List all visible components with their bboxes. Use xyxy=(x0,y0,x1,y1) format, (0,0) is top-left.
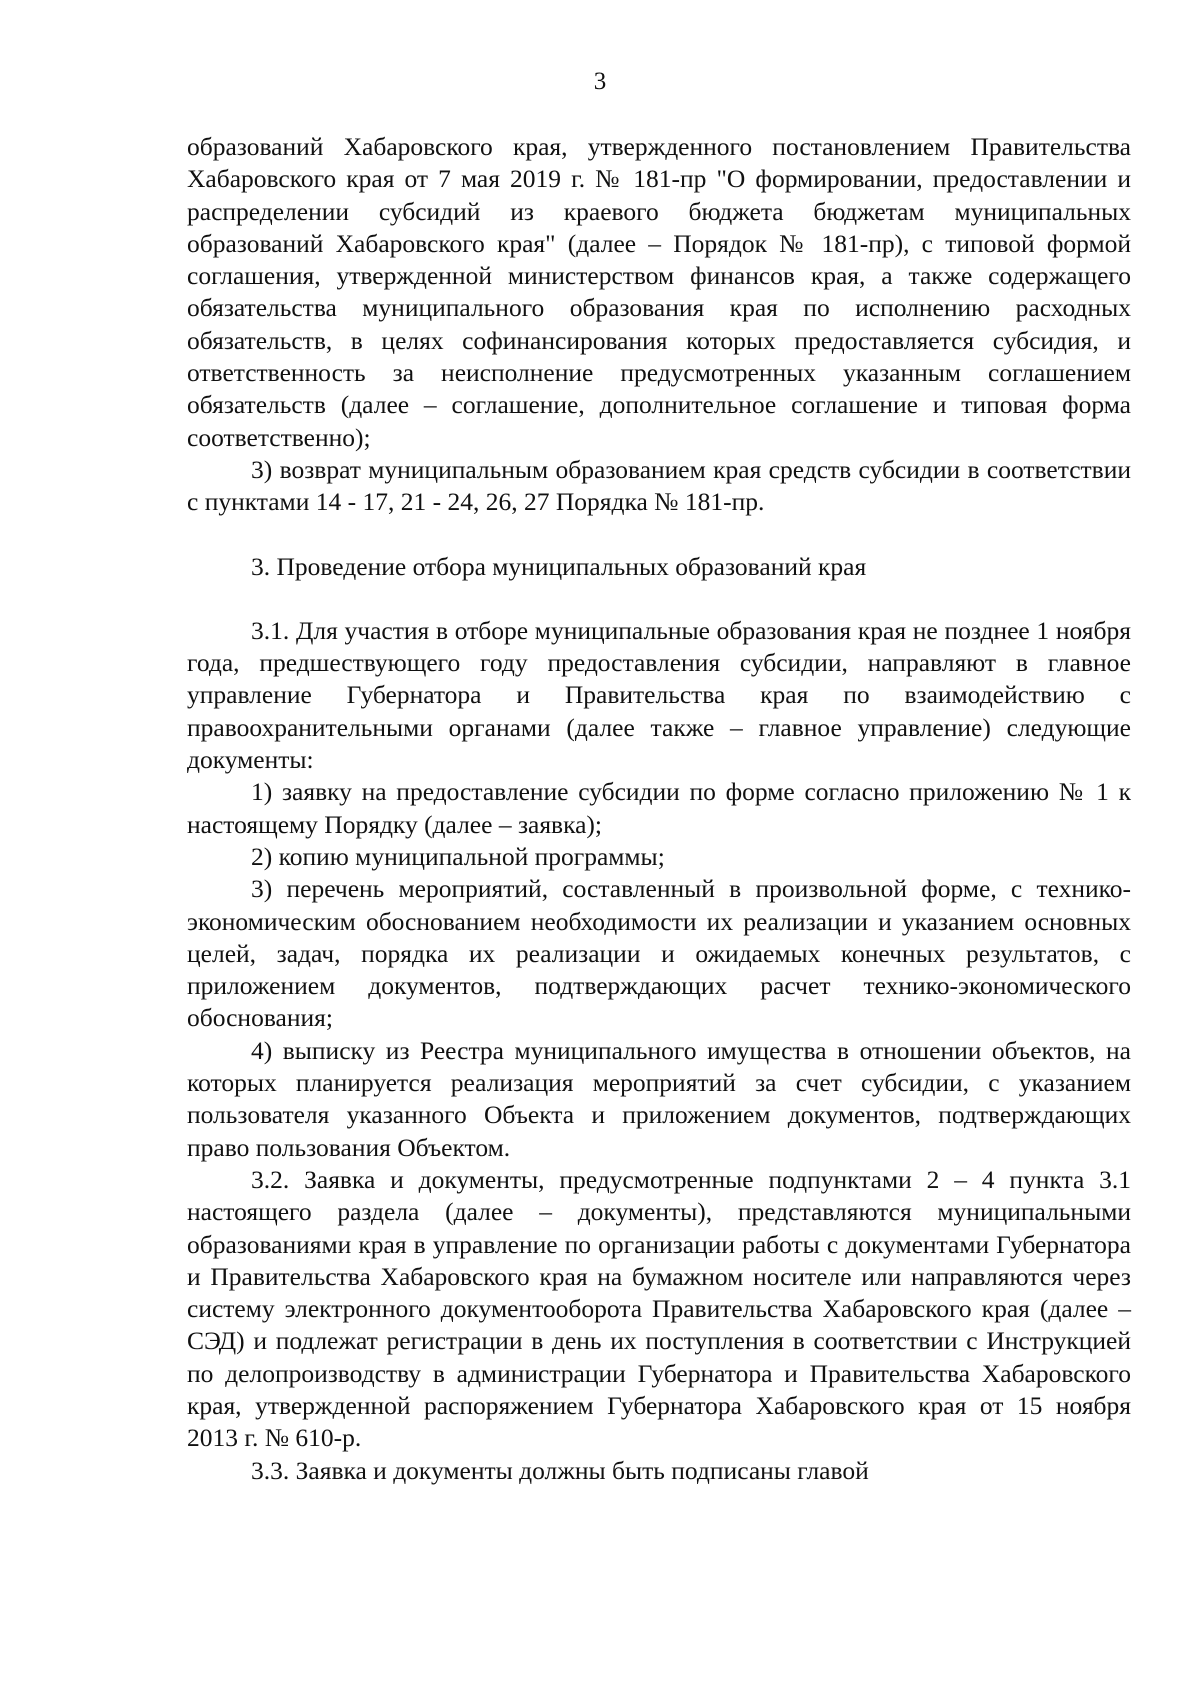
paragraph-item-3-refund: 3) возврат муниципальным образованием края средств субсидии в соответствии с пунктами 14 - 17, 21 - 24, 26, 27 Порядка № 181-пр. xyxy=(187,454,1131,517)
paragraph-3-3: 3.3. Заявка и документы должны быть подписаны главой xyxy=(251,1455,869,1485)
spacer xyxy=(187,583,1131,615)
paragraph-continuation: образований Хабаровского края, утвержденного постановлением Правительства Хабаровского края от 7 мая 2019 г. № 181-пр "О формировании, предоставлении и распределении субсидий из краевого бюджета бюджетам муниципальных образований Хабаровского края" (далее – Порядок № 181-пр), с типовой формой соглашения, утвержденной министерством финансов края, а также содержащего обязательства муниципального образования края по исполнению расходных обязательств, в целях софинансирования которых предоставляется субсидия, и ответственность за неисполнение предусмотренных указанным соглашением обязательств (далее – соглашение, дополнительное соглашение и типовая форма соответственно); xyxy=(187,132,1131,452)
paragraph-3-1-item-1: 1) заявку на предоставление субсидии по форме согласно приложению № 1 к настоящему Порядку (далее – заявка); xyxy=(187,777,1131,839)
paragraph-3-2: 3.2. Заявка и документы, предусмотренные подпунктами 2 – 4 пункта 3.1 настоящего раздела (далее – документы), представляются муниципальными образованиями края в управление по организации работы с документами Губернатора и Правительства Хабаровского края на бумажном носителе или направляются через систему электронного документооборота Правительства Хабаровского края (далее – СЭД) и подлежат регистрации в день их поступления в соответствии с Инструкцией по делопроизводству в администрации Губернатора и Правительства Хабаровского края, утвержденной распоряжением Губернатора Хабаровского края от 15 ноября 2013 г. № 610-р. xyxy=(187,1164,1131,1453)
page-number: 3 xyxy=(593,68,607,95)
paragraph-3-1-item-4: 4) выписку из Реестра муниципального имущества в отношении объектов, на которых планируется реализация мероприятий за счет субсидии, с указанием пользователя указанного Объекта и приложением документов, подтверждающих право пользования Объектом. xyxy=(187,1035,1131,1162)
section-heading: 3. Проведение отбора муниципальных образований края xyxy=(251,551,867,581)
paragraph-3-1-item-3: 3) перечень мероприятий, составленный в произвольной форме, с технико-экономическим обоснованием необходимости их реализации и указанием основных целей, задач, порядка их реализации и ожидаемых конечных результатов, с приложением документов, подтверждающих расчет технико-экономического обоснования; xyxy=(187,874,1131,1033)
document-body xyxy=(187,131,1131,1487)
spacer xyxy=(187,519,1131,551)
paragraph-3-1: 3.1. Для участия в отборе муниципальные образования края не позднее 1 ноября года, предшествующего году предоставления субсидии, направляют в главное управление Губернатора и Правительства края по взаимодействию с правоохранительными органами (далее также – главное управление) следующие документы: xyxy=(187,615,1131,775)
paragraph-3-1-item-2: 2) копию муниципальной программы; xyxy=(251,841,665,871)
